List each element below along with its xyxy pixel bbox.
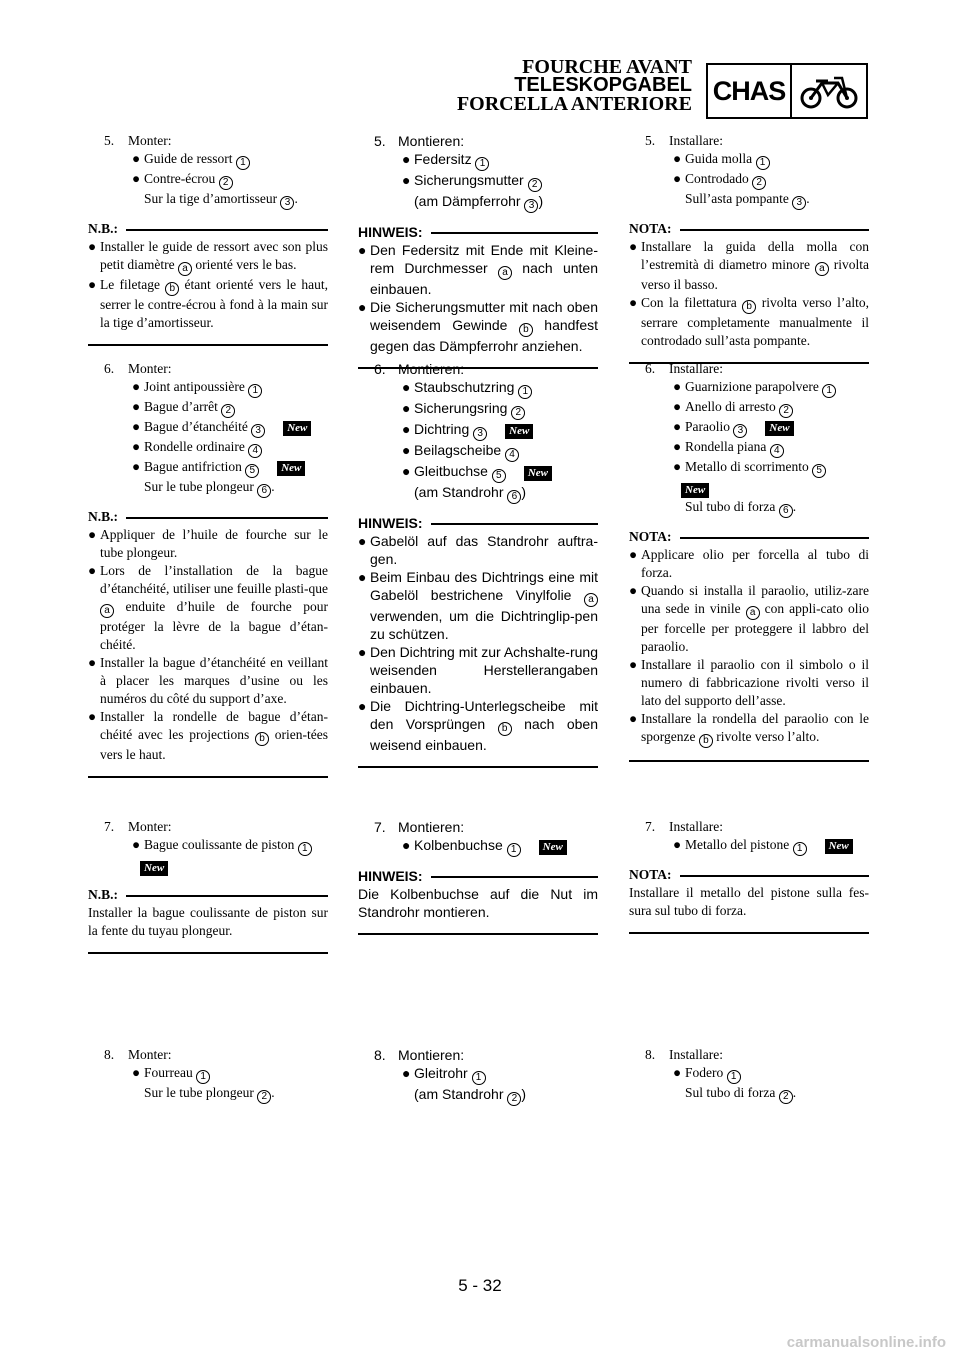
new-part-badge: New: [524, 466, 552, 481]
new-part-badge: New: [681, 483, 709, 498]
list-item: ● Joint antipoussière 1: [128, 378, 328, 398]
list-item: ● Bague antifriction 5 New: [128, 458, 328, 478]
list-item: ● Contre-écrou 2: [128, 170, 328, 190]
list-item: ● Bague d’étanchéité 3 New: [128, 418, 328, 438]
title-de: TELESKOPGABEL: [514, 74, 692, 96]
title-it: FORCELLA ANTERIORE: [456, 93, 692, 115]
step-8-de: 8. Montieren: ● Gleitrohr 1 (am Standrohr 2 ): [374, 1047, 527, 1104]
title-fr: FOURCHE AVANT: [522, 56, 692, 78]
list-item: ● Rondelle ordinaire 4: [128, 438, 328, 458]
step-heading: Monter:: [128, 133, 172, 148]
new-part-badge: New: [539, 840, 567, 855]
note-box: N.B.: ● Appliquer de l’huile de fourche sur le tube plongeur. ● Lors de l’installation de la bague d’étanchéité, utiliser une feuille plasti-que a enduite d’huile de fourche pour protéger la lèvre de la bague d’étan-chéité. ● Installer la bague d’étanchéité en veillant à placer les marques d’usine ou les numéros du côté du support d’axe. ● Installer la rondelle de bague d’étan-chéité avec les projections b orien-tées vers le haut.: [88, 508, 328, 778]
step-number: 5.: [104, 133, 115, 148]
note-box: HINWEIS: Die Kolbenbuchse auf die Nut im Standrohr montieren.: [358, 867, 598, 935]
step-5-it: 5. Installare: ● Guida molla 1 ● Controdado 2 Sull’asta pompante 3 . NOTA: ● Installare la guida della molla con l’estremità di diametro minore a rivolta verso il basso. ● Con la filettatura b rivolta verso l’alto, serrare completamente manualmente il controdado sull’asta pompante.: [629, 132, 869, 364]
new-part-badge: New: [283, 421, 311, 436]
step-6-de: 6. Montieren: ● Staubschutzring 1 ● Sicherungsring 2 ● Dichtring 3 New ● Beilagscheibe 4 ● Gleitbuchse 5 New (am Standrohr 6 ) HINWEIS: ● Gabelöl auf das Standrohr auftra-gen. ● Beim Einbau des Dichtrings eine mit Gabelöl bestrichene Vinylfolie a verwenden, um die Dichtringlip-pen zu schützen. ● Den Dichtring mit zur Achshalte-rung weisenden Herstellerangaben einbauen. ● Die Dichtring-Unterlegscheibe mit den Vorsprüngen b nach oben weisend einbauen.: [358, 360, 598, 768]
list-sub: Sur la tige d’amortisseur 3 .: [144, 191, 298, 208]
new-part-badge: New: [140, 861, 168, 876]
motorcycle-icon: [792, 65, 866, 117]
new-part-badge: New: [765, 421, 793, 436]
note-box: HINWEIS: ● Den Federsitz mit Ende mit Kleine-rem Durchmesser a nach unten einbauen. ● Die Sicherungsmutter mit nach oben weisendem Gewinde b handfest gegen das Dämpferrohr anziehen.: [358, 223, 598, 369]
note-box: HINWEIS: ● Gabelöl auf das Standrohr auftra-gen. ● Beim Einbau des Dichtrings eine mit Gabelöl bestrichene Vinylfolie a verwenden, um die Dichtringlip-pen zu schützen. ● Den Dichtring mit zur Achshalte-rung weisenden Herstellerangaben einbauen. ● Die Dichtring-Unterlegscheibe mit den Vorsprüngen b nach oben weisend einbauen.: [358, 514, 598, 768]
section-label: CHAS: [708, 65, 792, 117]
step-8-it: 8. Installare: ● Fodero 1 Sul tubo di forza 2 .: [645, 1047, 797, 1102]
step-7-de: 7. Montieren: ● Kolbenbuchse 1 New HINWEIS: Die Kolbenbuchse auf die Nut im Standrohr montieren.: [358, 818, 598, 935]
list-item: ● Bague d’arrêt 2: [128, 398, 328, 418]
list-item: ● Guide de ressort 1: [128, 150, 328, 170]
step-5-de: 5. Montieren: ● Federsitz 1 ● Sicherungsmutter 2 (am Dämpferrohr 3 ) HINWEIS: ● Den Federsitz mit Ende mit Kleine-rem Durchmesser a nach unten einbauen. ● Die Sicherungsmutter mit nach oben weisendem Gewinde b handfest gegen das Dämpferrohr anziehen.: [358, 132, 598, 369]
note-box: NOTA: ● Installare la guida della molla con l’estremità di diametro minore a rivolta verso il basso. ● Con la filettatura b rivolta verso l’alto, serrare completamente manualmente il controdado sull’asta pompante.: [629, 220, 869, 364]
note-bullet: ● Installer le guide de ressort avec son plus petit diamètre a orienté vers le bas.: [88, 239, 328, 274]
section-badge: [706, 63, 868, 119]
step-7-it: 7. Installare: ● Metallo del pistone 1 New NOTA: Installare il metallo del pistone sulla fes-sura sul tubo di forza.: [629, 818, 869, 934]
watermark[interactable]: carmanualsonline.info: [786, 1334, 946, 1351]
step-7-fr: 7. Monter: ● Bague coulissante de piston 1 New N.B.: Installer la bague coulissante de piston sur la fente du tuyau plongeur.: [88, 818, 328, 954]
note-heading: N.B.:: [88, 221, 118, 236]
note-box: NOTA: ● Applicare olio per forcella al tubo di forza. ● Quando si installa il paraolio, utiliz-zare una sede in vinile a con appli-cato olio per forcelle per proteggere il labbro del paraolio. ● Installare il paraolio con il simbolo o il numero di fabbricazione rivolti verso il lato del supporto dell’asse. ● Installare la rondella del paraolio con le sporgenze b rivolte verso l’alto.: [629, 528, 869, 762]
new-part-badge: New: [825, 839, 853, 854]
note-bullet: ● Le filetage b étant orienté vers le haut, serrer le contre-écrou à fond à la main sur la tige d’amortisseur.: [88, 277, 329, 330]
new-part-badge: New: [277, 461, 305, 476]
step-6-it: 6. Installare: ● Guarnizione parapolvere 1 ● Anello di arresto 2 ● Paraolio 3 New ● Rondella piana 4 ● Metallo di scorrimento 5 New Sul tubo di forza 6 . NOTA: ● Applicare olio per forcella al tubo di forza. ● Quando si installa il paraolio, utiliz-zare una sede in vinile a con appli-cato olio per forcelle per proteggere il labbro del paraolio. ● Installare il paraolio con il simbolo o il numero di fabbricazione rivolti verso il lato del supporto dell’asse. ● Installare la rondella del paraolio con le sporgenze b rivolte verso l’alto.: [629, 360, 869, 762]
step-8-fr: 8. Monter: ● Fourreau 1 Sur le tube plongeur 2 .: [104, 1047, 275, 1102]
note-box: N.B.: Installer la bague coulissante de piston sur la fente du tuyau plongeur.: [88, 886, 328, 954]
page-number: 5 - 32: [458, 1276, 502, 1295]
note-box: NOTA: Installare il metallo del pistone sulla fes-sura sul tubo di forza.: [629, 866, 869, 934]
new-part-badge: New: [505, 424, 533, 439]
note-box: [88, 220, 328, 346]
step-6-fr: 6. Monter: ● Joint antipoussière 1 ● Bague d’arrêt 2 ● Bague d’étanchéité 3 New ● Rondelle ordinaire 4 ● Bague antifriction 5 New Sur le tube plongeur 6 . N.B.: ● Appliquer de l’huile de fourche sur le tube plongeur. ● Lors de l’installation de la bague d’étanchéité, utiliser une feuille plasti-que a enduite d’huile de fourche pour protéger la lèvre de la bague d’étan-chéité. ● Installer la bague d’étanchéité en veillant à placer les marques d’usine ou les numéros du côté du support d’axe. ● Installer la rondelle de bague d’étan-chéité avec les projections b orien-tées vers le haut.: [88, 360, 328, 778]
step-5-fr: [88, 132, 328, 346]
